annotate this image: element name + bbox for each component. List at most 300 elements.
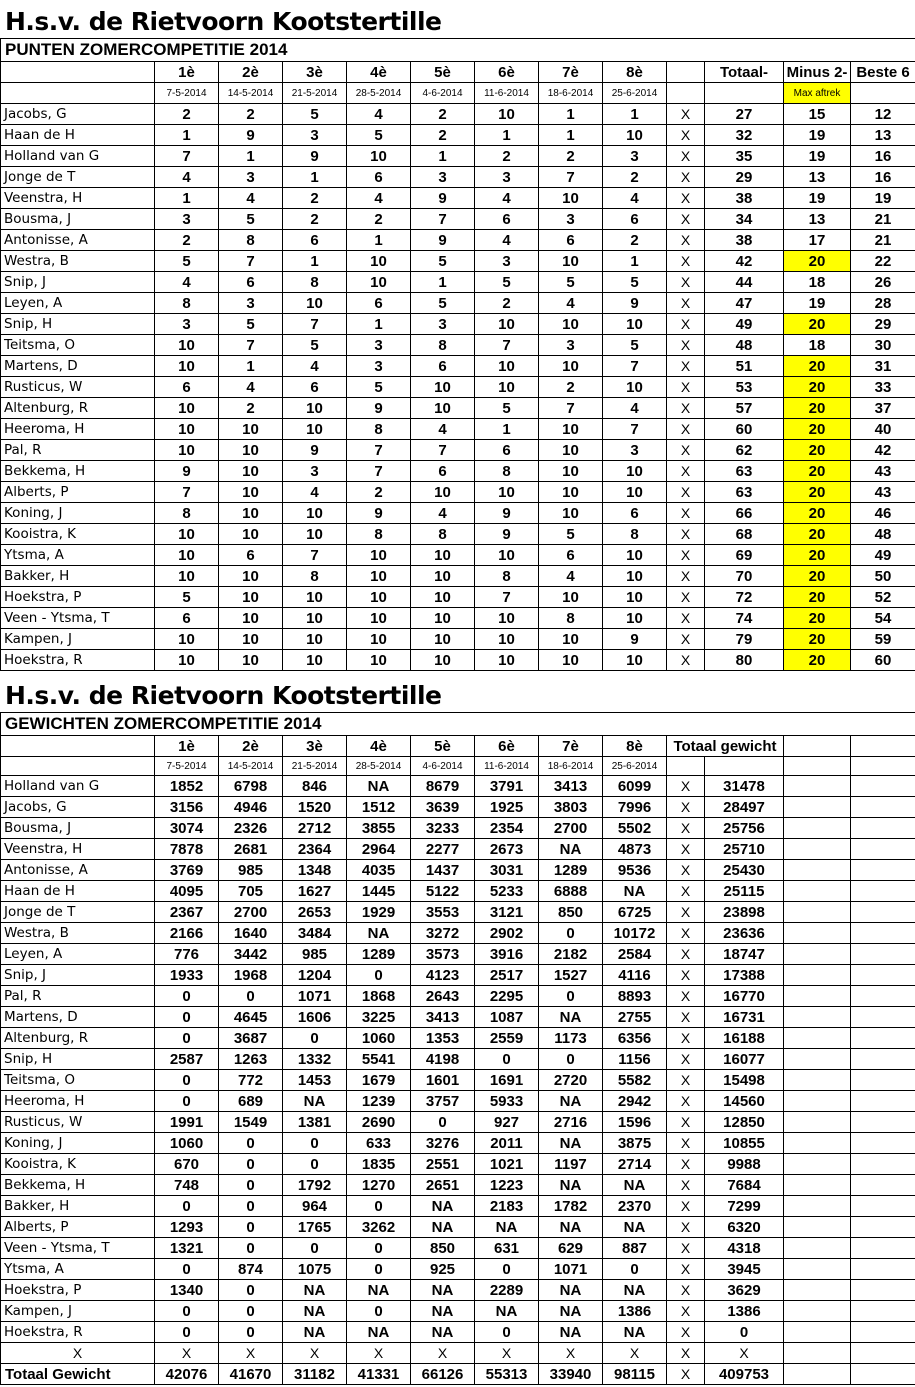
empty-cell <box>784 923 851 944</box>
empty-cell <box>784 1049 851 1070</box>
score-cell: 10 <box>411 608 475 629</box>
weight-cell: NA <box>475 1301 539 1322</box>
score-cell: 8 <box>283 566 347 587</box>
x-marker: X <box>667 1301 705 1322</box>
weight-cell: 1868 <box>347 986 411 1007</box>
x-marker: X <box>475 1343 539 1364</box>
beste-cell: 33 <box>851 377 915 398</box>
score-cell: 10 <box>411 650 475 671</box>
weight-cell: 0 <box>283 1028 347 1049</box>
x-marker: X <box>667 1322 705 1343</box>
score-cell: 1 <box>219 146 283 167</box>
weight-cell: 5233 <box>475 881 539 902</box>
totaal-gewicht-cell: 16770 <box>705 986 784 1007</box>
score-cell: 10 <box>475 650 539 671</box>
weight-cell: 0 <box>475 1322 539 1343</box>
empty-cell <box>784 1028 851 1049</box>
round-header: 6è <box>475 736 539 757</box>
empty-cell <box>784 965 851 986</box>
date-header-row <box>1 757 915 776</box>
table-row <box>1 881 915 902</box>
score-cell: 1 <box>155 125 219 146</box>
x-marker: X <box>667 377 705 398</box>
weight-cell: 964 <box>283 1196 347 1217</box>
totaal-cell: 74 <box>705 608 784 629</box>
totaal-cell: 62 <box>705 440 784 461</box>
score-cell: 8 <box>475 566 539 587</box>
beste-cell: 60 <box>851 650 915 671</box>
x-marker: X <box>667 1133 705 1154</box>
beste-cell: 54 <box>851 608 915 629</box>
x-marker: X <box>667 440 705 461</box>
score-cell: 10 <box>603 566 667 587</box>
x-marker: X <box>667 776 705 797</box>
score-cell: 10 <box>219 524 283 545</box>
weight-cell: NA <box>539 1217 603 1238</box>
table-row <box>1 503 915 524</box>
x-marker: X <box>667 461 705 482</box>
date-header: 7-5-2014 <box>155 83 219 104</box>
angler-name: Koning, J <box>1 503 155 524</box>
totaal-gewicht-cell: 25430 <box>705 860 784 881</box>
grand-total-cell: 409753 <box>705 1364 784 1385</box>
score-cell: 5 <box>411 293 475 314</box>
score-cell: 10 <box>475 356 539 377</box>
subtitle-row <box>1 39 915 62</box>
weight-cell: 1156 <box>603 1049 667 1070</box>
score-cell: 10 <box>347 650 411 671</box>
score-cell: 9 <box>347 398 411 419</box>
weight-cell: 1071 <box>539 1259 603 1280</box>
score-cell: 6 <box>411 461 475 482</box>
empty-cell <box>784 1133 851 1154</box>
x-marker: X <box>667 524 705 545</box>
round-total-cell: 55313 <box>475 1364 539 1385</box>
table-row <box>1 188 915 209</box>
weight-cell: 1071 <box>283 986 347 1007</box>
table-row <box>1 272 915 293</box>
empty-cell <box>851 1259 915 1280</box>
x-marker: X <box>539 1343 603 1364</box>
angler-name: Teitsma, O <box>1 1070 155 1091</box>
empty-cell <box>784 1280 851 1301</box>
empty-cell <box>851 944 915 965</box>
gewichten-sheet <box>0 676 915 1385</box>
table-row <box>1 1238 915 1259</box>
date-header: 7-5-2014 <box>155 757 219 776</box>
round-header: 4è <box>347 736 411 757</box>
weight-cell: 748 <box>155 1175 219 1196</box>
score-cell: 10 <box>283 608 347 629</box>
weight-cell: 0 <box>219 1133 283 1154</box>
beste-cell: 43 <box>851 482 915 503</box>
score-cell: 10 <box>347 272 411 293</box>
weight-cell: 1060 <box>347 1028 411 1049</box>
empty-cell <box>784 839 851 860</box>
weight-cell: NA <box>347 1322 411 1343</box>
score-cell: 10 <box>347 587 411 608</box>
score-cell: 10 <box>539 314 603 335</box>
weight-cell: 2651 <box>411 1175 475 1196</box>
score-cell: 10 <box>475 104 539 125</box>
score-cell: 8 <box>411 524 475 545</box>
x-marker: X <box>667 104 705 125</box>
weight-cell: 1263 <box>219 1049 283 1070</box>
score-cell: 5 <box>283 104 347 125</box>
weight-cell: 0 <box>347 1259 411 1280</box>
weight-cell: 0 <box>475 1049 539 1070</box>
angler-name: Haan de H <box>1 125 155 146</box>
score-cell: 4 <box>475 230 539 251</box>
weight-cell: 2700 <box>539 818 603 839</box>
weight-cell: 1691 <box>475 1070 539 1091</box>
score-cell: 2 <box>475 293 539 314</box>
weight-cell: 850 <box>411 1238 475 1259</box>
score-cell: 3 <box>219 167 283 188</box>
weight-cell: NA <box>539 1007 603 1028</box>
score-cell: 9 <box>283 146 347 167</box>
x-marker: X <box>667 1259 705 1280</box>
score-cell: 6 <box>155 608 219 629</box>
weight-cell: NA <box>603 1175 667 1196</box>
empty-cell <box>851 1196 915 1217</box>
weight-cell: 2011 <box>475 1133 539 1154</box>
score-cell: 3 <box>411 167 475 188</box>
score-cell: 1 <box>603 104 667 125</box>
x-marker: X <box>667 608 705 629</box>
date-blank <box>851 757 915 776</box>
score-cell: 1 <box>347 230 411 251</box>
weight-cell: 772 <box>219 1070 283 1091</box>
empty-cell <box>851 1364 915 1385</box>
score-cell: 10 <box>411 377 475 398</box>
x-marker: X <box>667 1112 705 1133</box>
weight-cell: 0 <box>155 1070 219 1091</box>
date-header: 28-5-2014 <box>347 83 411 104</box>
score-cell: 10 <box>283 419 347 440</box>
weight-cell: 2517 <box>475 965 539 986</box>
score-cell: 5 <box>155 587 219 608</box>
weight-cell: 1173 <box>539 1028 603 1049</box>
empty-cell <box>784 1301 851 1322</box>
weight-cell: 0 <box>219 1196 283 1217</box>
x-marker: X <box>667 881 705 902</box>
header-blank <box>851 736 915 757</box>
empty-cell <box>784 881 851 902</box>
weight-cell: 1792 <box>283 1175 347 1196</box>
weight-cell: NA <box>347 776 411 797</box>
weight-cell: 6725 <box>603 902 667 923</box>
totaal-gewicht-cell: 25115 <box>705 881 784 902</box>
score-cell: 6 <box>603 503 667 524</box>
score-cell: 8 <box>347 524 411 545</box>
totaal-gewicht-cell: 12850 <box>705 1112 784 1133</box>
x-marker: X <box>667 1007 705 1028</box>
angler-name: Westra, B <box>1 923 155 944</box>
totaal-cell: 79 <box>705 629 784 650</box>
weight-cell: 0 <box>539 923 603 944</box>
round-total-cell: 33940 <box>539 1364 603 1385</box>
empty-cell <box>851 1049 915 1070</box>
angler-name: Snip, J <box>1 272 155 293</box>
table-row <box>1 461 915 482</box>
score-cell: 4 <box>603 398 667 419</box>
weight-cell: 1197 <box>539 1154 603 1175</box>
totaal-cell: 42 <box>705 251 784 272</box>
table-row <box>1 566 915 587</box>
score-cell: 10 <box>603 650 667 671</box>
minus-cell: 20 <box>784 608 851 629</box>
weight-cell: 0 <box>347 965 411 986</box>
angler-name: Leyen, A <box>1 944 155 965</box>
date-header: 14-5-2014 <box>219 83 283 104</box>
round-header-row <box>1 736 915 757</box>
weight-cell: 3413 <box>411 1007 475 1028</box>
score-cell: 10 <box>603 377 667 398</box>
empty-cell <box>784 1343 851 1364</box>
totaal-gewicht-cell: 14560 <box>705 1091 784 1112</box>
score-cell: 6 <box>283 377 347 398</box>
score-cell: 7 <box>283 545 347 566</box>
score-cell: 3 <box>347 356 411 377</box>
weight-cell: 2942 <box>603 1091 667 1112</box>
score-cell: 7 <box>539 398 603 419</box>
totaal-gewicht-cell: 10855 <box>705 1133 784 1154</box>
weight-cell: 1933 <box>155 965 219 986</box>
minus-cell: 13 <box>784 209 851 230</box>
weight-cell: 0 <box>219 1280 283 1301</box>
score-cell: 6 <box>219 272 283 293</box>
weight-cell: 3225 <box>347 1007 411 1028</box>
weight-cell: 0 <box>475 1259 539 1280</box>
minus-cell: 13 <box>784 167 851 188</box>
score-cell: 2 <box>155 230 219 251</box>
weight-cell: 1087 <box>475 1007 539 1028</box>
score-cell: 8 <box>155 503 219 524</box>
score-cell: 9 <box>603 293 667 314</box>
score-cell: 10 <box>539 461 603 482</box>
score-cell: 4 <box>155 272 219 293</box>
angler-name: Holland van G <box>1 776 155 797</box>
date-blank <box>705 757 784 776</box>
score-cell: 5 <box>347 377 411 398</box>
score-cell: 10 <box>475 377 539 398</box>
weight-cell: 3803 <box>539 797 603 818</box>
weight-cell: 2643 <box>411 986 475 1007</box>
weight-cell: 4123 <box>411 965 475 986</box>
totaal-gewicht-cell: 4318 <box>705 1238 784 1259</box>
table-row <box>1 335 915 356</box>
weight-cell: 1381 <box>283 1112 347 1133</box>
score-cell: 5 <box>539 272 603 293</box>
weight-cell: NA <box>347 923 411 944</box>
weight-cell: NA <box>539 1091 603 1112</box>
weight-cell: 3413 <box>539 776 603 797</box>
table-row <box>1 860 915 881</box>
totaal-gewicht-cell: 0 <box>705 1322 784 1343</box>
date-blank <box>784 757 851 776</box>
date-header-row <box>1 83 915 104</box>
beste-cell: 12 <box>851 104 915 125</box>
angler-name: Bekkema, H <box>1 1175 155 1196</box>
weight-cell: 670 <box>155 1154 219 1175</box>
weight-cell: 5502 <box>603 818 667 839</box>
score-cell: 10 <box>411 566 475 587</box>
score-cell: 3 <box>539 335 603 356</box>
weight-cell: 1386 <box>603 1301 667 1322</box>
total-row <box>1 1364 915 1385</box>
angler-name: Alberts, P <box>1 482 155 503</box>
table-row <box>1 251 915 272</box>
weight-cell: 3769 <box>155 860 219 881</box>
empty-cell <box>851 860 915 881</box>
table-row <box>1 650 915 671</box>
weight-cell: 985 <box>283 944 347 965</box>
x-marker: X <box>667 419 705 440</box>
empty-cell <box>851 881 915 902</box>
score-cell: 10 <box>475 482 539 503</box>
x-marker: X <box>667 335 705 356</box>
angler-name: Pal, R <box>1 440 155 461</box>
x-marker: X <box>283 1343 347 1364</box>
angler-name: Veen - Ytsma, T <box>1 1238 155 1259</box>
minus-cell: 19 <box>784 146 851 167</box>
score-cell: 7 <box>155 146 219 167</box>
beste-cell: 49 <box>851 545 915 566</box>
empty-cell <box>851 1322 915 1343</box>
totaal-cell: 47 <box>705 293 784 314</box>
table-row <box>1 314 915 335</box>
table-row <box>1 944 915 965</box>
weight-cell: NA <box>539 1280 603 1301</box>
score-cell: 2 <box>347 209 411 230</box>
score-cell: 2 <box>219 104 283 125</box>
x-marker: X <box>411 1343 475 1364</box>
x-marker: X <box>667 923 705 944</box>
minus-cell: 20 <box>784 377 851 398</box>
minus-cell: 20 <box>784 398 851 419</box>
weight-cell: 2673 <box>475 839 539 860</box>
weight-cell: 846 <box>283 776 347 797</box>
angler-name: Kooistra, K <box>1 1154 155 1175</box>
weight-cell: 4095 <box>155 881 219 902</box>
weight-cell: 9536 <box>603 860 667 881</box>
score-cell: 10 <box>283 293 347 314</box>
table-row <box>1 440 915 461</box>
score-cell: 10 <box>219 482 283 503</box>
weight-cell: NA <box>603 1322 667 1343</box>
minus-cell: 20 <box>784 629 851 650</box>
score-cell: 10 <box>539 419 603 440</box>
weight-cell: 2183 <box>475 1196 539 1217</box>
x-marker: X <box>667 314 705 335</box>
weight-cell: NA <box>603 1217 667 1238</box>
angler-name: Rusticus, W <box>1 377 155 398</box>
x-marker: X <box>219 1343 283 1364</box>
angler-name: Hoekstra, P <box>1 1280 155 1301</box>
minus-cell: 17 <box>784 230 851 251</box>
empty-cell <box>784 986 851 1007</box>
weight-cell: 4873 <box>603 839 667 860</box>
weight-cell: 631 <box>475 1238 539 1259</box>
score-cell: 7 <box>155 482 219 503</box>
weight-cell: 7878 <box>155 839 219 860</box>
table-row <box>1 167 915 188</box>
weight-cell: 3687 <box>219 1028 283 1049</box>
weight-cell: NA <box>475 1217 539 1238</box>
header-blank <box>1 62 155 83</box>
weight-cell: 0 <box>283 1154 347 1175</box>
empty-cell <box>851 776 915 797</box>
minus-header: Minus 2- <box>784 62 851 83</box>
score-cell: 10 <box>539 251 603 272</box>
weight-cell: NA <box>603 881 667 902</box>
angler-name: Kooistra, K <box>1 524 155 545</box>
score-cell: 10 <box>347 566 411 587</box>
x-marker: X <box>667 1364 705 1385</box>
empty-cell <box>851 923 915 944</box>
table-row <box>1 356 915 377</box>
score-cell: 10 <box>603 461 667 482</box>
x-marker: X <box>667 356 705 377</box>
date-header: 4-6-2014 <box>411 83 475 104</box>
weight-cell: 1445 <box>347 881 411 902</box>
weight-cell: 0 <box>539 1049 603 1070</box>
totaal-cell: 34 <box>705 209 784 230</box>
x-marker: X <box>667 1154 705 1175</box>
date-blank <box>667 83 705 104</box>
date-header: 4-6-2014 <box>411 757 475 776</box>
weight-cell: 2367 <box>155 902 219 923</box>
angler-name: Martens, D <box>1 356 155 377</box>
totaal-gewicht-cell: 9988 <box>705 1154 784 1175</box>
beste-cell: 22 <box>851 251 915 272</box>
table-row <box>1 608 915 629</box>
round-header: 5è <box>411 736 475 757</box>
date-blank <box>1 83 155 104</box>
table-row <box>1 797 915 818</box>
empty-cell <box>784 902 851 923</box>
score-cell: 1 <box>475 419 539 440</box>
angler-name: Snip, J <box>1 965 155 986</box>
weight-cell: NA <box>283 1322 347 1343</box>
weight-cell: 0 <box>219 1238 283 1259</box>
round-total-cell: 66126 <box>411 1364 475 1385</box>
table-row <box>1 1028 915 1049</box>
minus-cell: 20 <box>784 356 851 377</box>
weight-cell: 6798 <box>219 776 283 797</box>
score-cell: 2 <box>347 482 411 503</box>
score-cell: 9 <box>411 230 475 251</box>
score-cell: 10 <box>603 545 667 566</box>
score-cell: 8 <box>347 419 411 440</box>
weight-cell: 927 <box>475 1112 539 1133</box>
empty-cell <box>851 1154 915 1175</box>
weight-cell: 3442 <box>219 944 283 965</box>
score-cell: 9 <box>283 440 347 461</box>
score-cell: 10 <box>411 545 475 566</box>
weight-cell: 3553 <box>411 902 475 923</box>
score-cell: 3 <box>155 314 219 335</box>
score-cell: 10 <box>603 125 667 146</box>
table-row <box>1 818 915 839</box>
weight-cell: 2653 <box>283 902 347 923</box>
score-cell: 10 <box>475 314 539 335</box>
score-cell: 7 <box>219 251 283 272</box>
weight-cell: 1929 <box>347 902 411 923</box>
table-row <box>1 377 915 398</box>
table-row <box>1 1133 915 1154</box>
